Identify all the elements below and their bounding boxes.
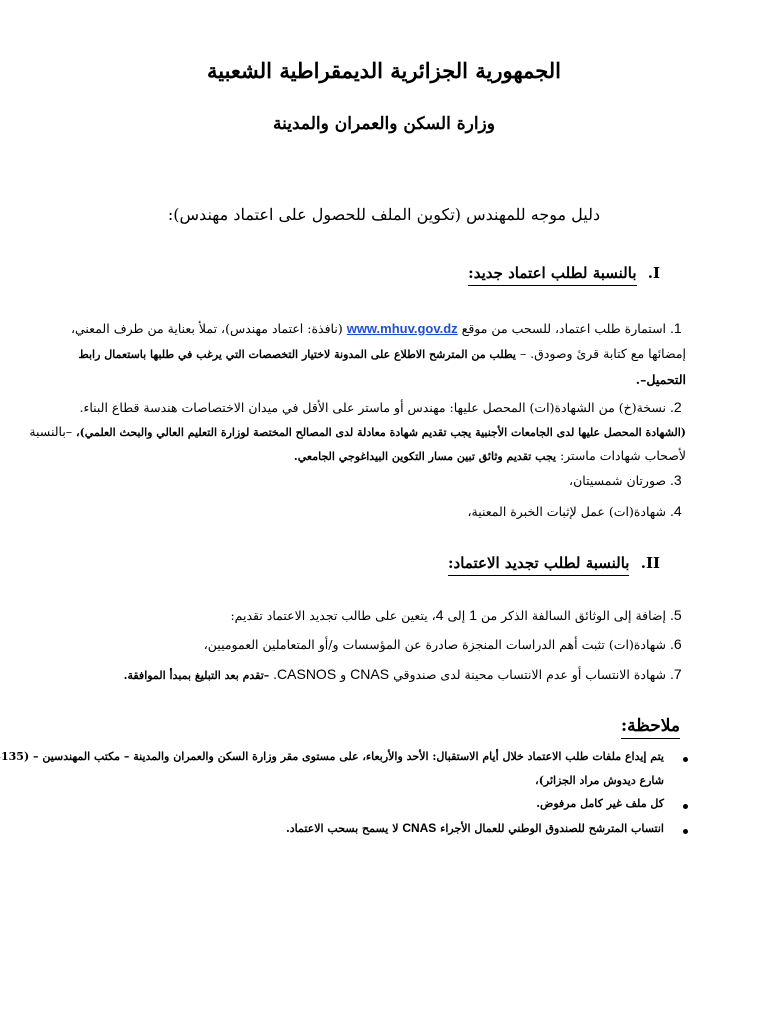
list-item-6: 6. شهادة(ات) تثبت أهم الدراسات المنجزة صادرة عن المؤسسات و/أو المتعاملين العموميين، bbox=[203, 636, 682, 652]
list-item-5: 5. إضافة إلى الوثائق السالفة الذكر من 1 إلى 4، يتعين على طالب تجديد الاعتماد تقديم: bbox=[230, 607, 682, 623]
section-1-number: I. bbox=[647, 264, 660, 282]
notes-title: ملاحظة: bbox=[621, 716, 680, 739]
list-item-2-line-2: (الشهادة المحصل عليها لدى الجامعات الأجنبية يجب تقديم شهادة معادلة لدى المصالح المختصة لوزارة التعليم العالي والبحث العلمي)، –بالنسبة bbox=[29, 424, 686, 439]
list-item-1: 1. استمارة طلب اعتماد، للسحب من موقع www.mhuv.gov.dz (نافذة: اعتماد مهندس)، تملأ بعناية من طرف المعني، bbox=[70, 320, 682, 336]
list-item-4: 4. شهادة(ات) عمل لإثبات الخبرة المعنية، bbox=[467, 503, 682, 519]
list-item-1-line-3: التحميل–. bbox=[635, 372, 686, 387]
bullet-icon bbox=[678, 752, 688, 762]
list-item-2-line-3: لأصحاب شهادات ماستر: يجب تقديم وثائق تبين مسار التكوين البيداغوجي الجامعي. bbox=[293, 448, 686, 463]
section-2-title: بالنسبة لطلب تجديد الاعتماد: bbox=[448, 554, 629, 576]
section-1-title: بالنسبة لطلب اعتماد جديد: bbox=[468, 264, 636, 286]
list-item-7: 7. شهادة الانتساب أو عدم الانتساب محينة لدى صندوقي CNAS و CASNOS. –تقدم بعد التبليغ بمبدأ الموافقة. bbox=[123, 666, 682, 682]
note-item-1-line-2: شارع ديدوش مراد الجزائر)، bbox=[535, 774, 664, 787]
list-item-1-line-2: إمضائها مع كتابة قرئ وصودق. – يطلب من المترشح الاطلاع على المدونة لاختيار التخصصات التي يرغب في طلبها باستعمال رابط bbox=[78, 346, 686, 361]
note-item-2: كل ملف غير كامل مرفوض. bbox=[536, 797, 688, 810]
list-item-2: 2. نسخة(خ) من الشهادة(ات) المحصل عليها: مهندس أو ماستر على الأقل في ميدان الاختصاصات هندسة قطاع البناء. bbox=[79, 399, 682, 415]
ministry-title: وزارة السكن والعمران والمدينة bbox=[273, 114, 495, 134]
section-2-heading bbox=[448, 554, 660, 572]
mhuv-website-link[interactable]: www.mhuv.gov.dz bbox=[346, 321, 458, 336]
note-item-3: انتساب المترشح للصندوق الوطني للعمال الأجراء CNAS لا يسمح بسحب الاعتماد. bbox=[286, 821, 688, 835]
bullet-icon bbox=[678, 799, 688, 809]
section-2-number: II. bbox=[640, 554, 660, 572]
republic-title: الجمهورية الجزائرية الديمقراطية الشعبية bbox=[206, 58, 561, 83]
list-item-3: 3. صورتان شمسيتان، bbox=[569, 472, 682, 488]
guide-title: دليل موجه للمهندس (تكوين الملف للحصول على اعتماد مهندس): bbox=[167, 205, 601, 224]
note-item-1: يتم إيداع ملفات طلب الاعتماد خلال أيام الاستقبال: الأحد والأربعاء، على مستوى مقر وزارة السكن والعمران والمدينة – مكتب المهندسين – (135 bbox=[0, 750, 688, 763]
bullet-icon bbox=[678, 824, 688, 834]
section-1-heading bbox=[468, 264, 660, 282]
